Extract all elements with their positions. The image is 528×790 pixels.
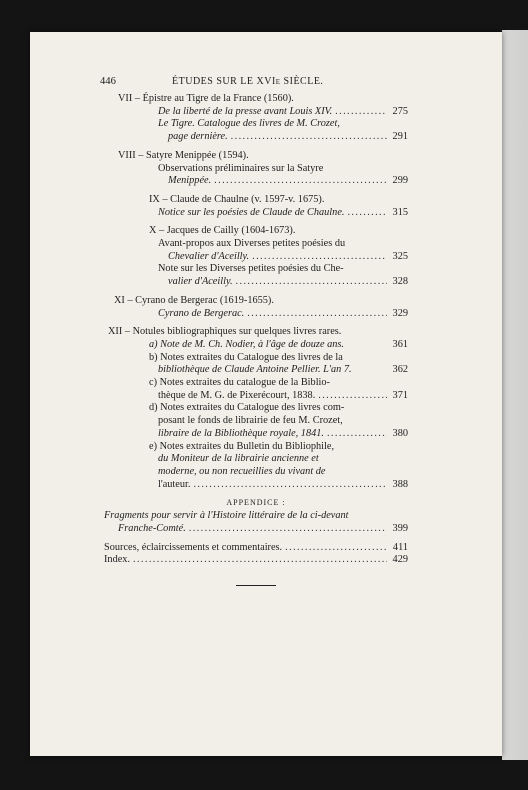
leader-dots [335, 106, 387, 119]
leader-dots [285, 542, 387, 555]
entry-page: 429 [392, 554, 408, 566]
entry-text: bibliothèque de Claude Antoine Pellier. L'an 7. [158, 364, 352, 376]
toc-section-viii [104, 150, 408, 188]
entry-text: Sources, éclaircissements et commentaires. [104, 541, 283, 553]
entry-page: 325 [392, 250, 408, 262]
entry-text: Avant-propos aux Diverses petites poésies du [158, 238, 346, 250]
leader-dots [327, 428, 387, 441]
page-number: 446 [100, 76, 116, 87]
entry-text: Index. [104, 554, 131, 566]
toc-entry [104, 131, 408, 144]
entry-page: 315 [392, 206, 408, 218]
toc-entry [104, 207, 408, 220]
entry-text: Chevalier d'Aceilly. [168, 250, 250, 262]
entry-page: 291 [392, 131, 408, 143]
entry-page: 371 [392, 389, 408, 401]
entry-page: 328 [392, 276, 408, 288]
toc-entry [104, 276, 408, 289]
leader-dots [193, 479, 387, 492]
section-title: XI – Cyrano de Bergerac (1619-1655). [114, 294, 274, 306]
entry-page: 299 [392, 175, 408, 187]
entry-text: du Moniteur de la librairie ancienne et [158, 453, 319, 465]
leader-dots [318, 390, 387, 403]
toc-section-ix [104, 194, 408, 219]
closing-rule [236, 585, 276, 586]
entry-text: Fragments pour servir à l'Histoire littéraire de la ci-devant [104, 510, 349, 522]
entry-page: 275 [392, 105, 408, 117]
toc-section-xi [104, 295, 408, 320]
toc-entry [104, 428, 408, 441]
toc-entry [104, 554, 408, 567]
entry-text: moderne, ou non recueillies du vivant de [158, 465, 326, 477]
leader-dots [133, 554, 387, 567]
entry-text: d) Notes extraites du Catalogue des livres com- [149, 402, 345, 414]
leader-dots [214, 175, 387, 188]
toc-entry [104, 339, 408, 352]
entry-page: 380 [392, 427, 408, 439]
toc-entry [104, 523, 408, 536]
table-of-contents [100, 76, 408, 586]
toc-entry [104, 308, 408, 321]
entry-text: De la liberté de la presse avant Louis XIV. [158, 105, 333, 117]
entry-text: b) Notes extraites du Catalogue des livres de la [149, 351, 343, 363]
page-header [100, 76, 408, 90]
toc-entry [104, 390, 408, 403]
entry-text: a) Note de M. Ch. Nodier, à l'âge de douze ans. [149, 338, 344, 350]
appendix-title: APPENDICE : [226, 498, 286, 508]
section-title: VII – Épistre au Tigre de la France (1560). [118, 93, 294, 104]
toc-entry [104, 542, 408, 555]
entry-text: Observations préliminaires sur la Satyre [158, 162, 324, 174]
entry-text: Le Tigre. Catalogue des livres de M. Crozet, [158, 118, 340, 130]
entry-text: Cyrano de Bergerac. [158, 307, 245, 319]
toc-entry [104, 364, 408, 377]
entry-page: 361 [392, 338, 408, 350]
entry-text: e) Notes extraites du Bulletin du Bibliophile, [149, 440, 335, 452]
section-title: XII – Notules bibliographiques sur quelques livres rares. [108, 326, 342, 338]
entry-text: Notice sur les poésies de Claude de Chaulne. [158, 206, 345, 218]
section-title: X – Jacques de Cailly (1604-1673). [149, 225, 296, 237]
entry-text: thèque de M. G. de Pixerécourt, 1838. [158, 389, 316, 401]
entry-page: 399 [392, 522, 408, 534]
entry-text: Menippée. [168, 175, 212, 187]
entry-text: libraire de la Bibliothèque royale, 1841. [158, 427, 324, 439]
toc-entry [104, 479, 408, 492]
toc-end-matter [104, 542, 408, 567]
section-title: IX – Claude de Chaulne (v. 1597-v. 1675). [149, 193, 325, 205]
toc-section-x [104, 225, 408, 289]
section-title: VIII – Satyre Menippée (1594). [118, 149, 249, 161]
leader-dots [252, 251, 387, 264]
toc-entry [104, 175, 408, 188]
entry-text: Note sur les Diverses petites poésies du Che- [158, 263, 344, 275]
toc-entry [104, 106, 408, 119]
entry-page: 411 [392, 541, 408, 553]
toc-entry [104, 251, 408, 264]
leader-dots [231, 131, 387, 144]
entry-text: Franche-Comté. [118, 522, 186, 534]
leader-dots [189, 523, 387, 536]
entry-page: 362 [392, 364, 408, 376]
entry-text: l'auteur. [158, 478, 191, 490]
leader-dots [247, 308, 387, 321]
entry-page: 388 [392, 478, 408, 490]
entry-text: page dernière. [168, 131, 228, 143]
entry-text: valier d'Aceilly. [168, 276, 233, 288]
adjacent-page-edge [502, 30, 528, 760]
entry-page: 329 [392, 307, 408, 319]
entry-text: posant le fonds de librairie de feu M. Crozet, [158, 415, 343, 427]
toc-appendix [104, 497, 408, 535]
running-title: ÉTUDES SUR LE XVIe SIÈCLE. [172, 76, 324, 87]
toc-section-vii [104, 93, 408, 144]
toc-section-xii [104, 326, 408, 491]
leader-dots [347, 207, 387, 220]
entry-text: c) Notes extraites du catalogue de la Biblio- [149, 377, 330, 389]
leader-dots [236, 276, 387, 289]
